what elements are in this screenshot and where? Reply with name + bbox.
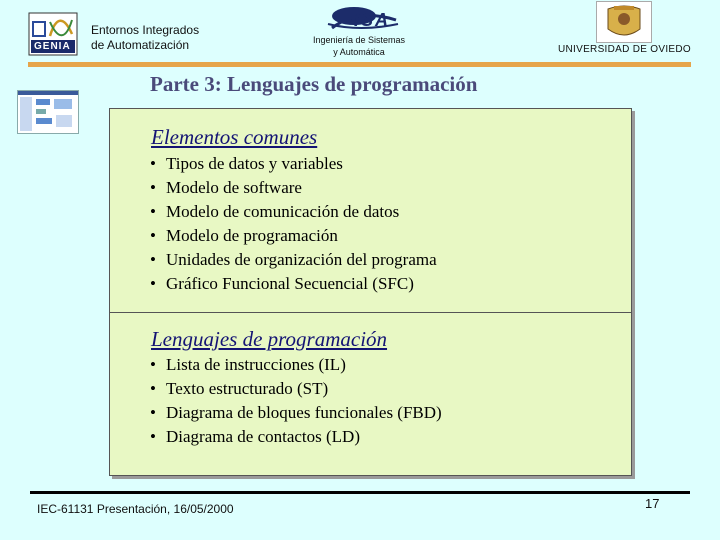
list-item: • Modelo de software bbox=[150, 178, 302, 197]
screenshot-thumbnail bbox=[17, 90, 79, 134]
thumbnail-icon bbox=[18, 91, 78, 133]
list-item: • Unidades de organización del programa bbox=[150, 250, 437, 269]
slide-title: Parte 3: Lenguajes de programación bbox=[150, 72, 478, 96]
list-item: • Modelo de comunicación de datos bbox=[150, 202, 400, 221]
common-elements-list bbox=[150, 152, 437, 296]
genia-logo bbox=[28, 12, 78, 56]
header-center-line2: y Automática bbox=[333, 47, 385, 57]
crest-icon bbox=[596, 1, 652, 43]
header-left-text bbox=[91, 23, 199, 53]
header-right-text: UNIVERSIDAD DE OVIEDO bbox=[558, 44, 691, 55]
header-center-text bbox=[298, 34, 420, 58]
university-crest bbox=[596, 1, 652, 43]
header-left-line2: de Automatización bbox=[91, 38, 190, 52]
isa-logo-text: ISA bbox=[354, 10, 391, 30]
section-heading: Elementos comunes bbox=[151, 125, 318, 149]
list-item: • Modelo de programación bbox=[150, 226, 338, 245]
section-heading: Lenguajes de programación bbox=[151, 327, 388, 351]
list-item: • Tipos de datos y variables bbox=[150, 154, 343, 173]
list-item: • Diagrama de contactos (LD) bbox=[150, 427, 360, 446]
list-item: • Diagrama de bloques funcionales (FBD) bbox=[150, 403, 442, 422]
list-item: • Texto estructurado (ST) bbox=[150, 379, 329, 398]
footer-divider bbox=[30, 491, 690, 494]
genia-logo-text: GENIA bbox=[34, 41, 71, 52]
header-accent-bar bbox=[28, 62, 691, 67]
isa-logo bbox=[318, 4, 400, 34]
programming-languages-list bbox=[150, 353, 442, 449]
list-item: • Gráfico Funcional Secuencial (SFC) bbox=[150, 274, 414, 293]
page-number: 17 bbox=[645, 496, 660, 511]
header-center-line1: Ingeniería de Sistemas bbox=[312, 35, 406, 45]
section-programming-languages bbox=[109, 312, 632, 476]
list-item: • Lista de instrucciones (IL) bbox=[150, 355, 346, 374]
header-left-line1: Entornos Integrados bbox=[91, 23, 200, 37]
section-common-elements bbox=[109, 108, 632, 313]
footer-presentation: IEC-61131 Presentación, 16/05/2000 bbox=[37, 502, 234, 516]
